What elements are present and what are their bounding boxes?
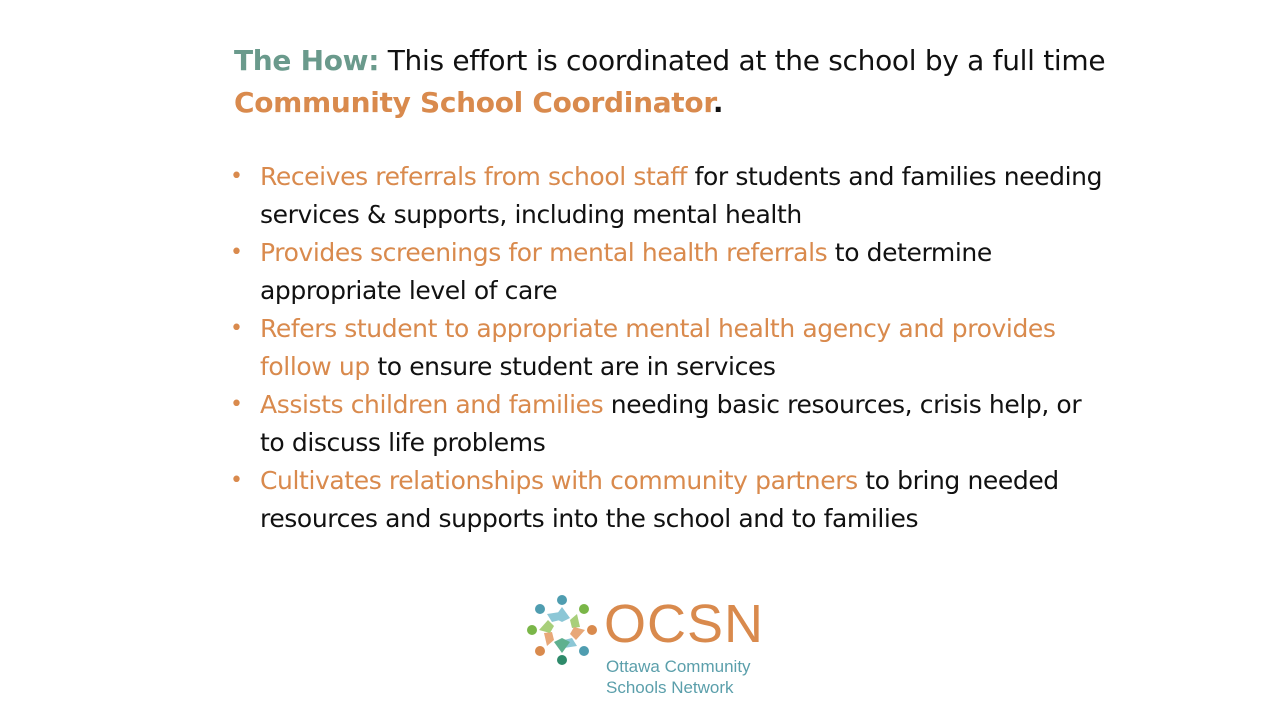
list-item [224,234,1104,310]
responsibilities-list [224,158,1104,538]
item-text: for students and families needing services & supports, including mental health [260,162,1103,229]
item-highlight: Assists children and families [260,390,604,419]
logo-abbreviation: OCSN [604,594,765,654]
item-highlight: Provides screenings for mental health referrals [260,238,828,267]
slide-heading [234,40,1114,124]
item-text: to ensure student are in services [369,352,776,381]
ocsn-logo [524,592,764,704]
heading-label: The How: [234,44,380,77]
ocsn-emblem-icon [524,592,600,668]
heading-role: Community School Coordinator [234,86,713,119]
logo-full-name [606,656,776,698]
item-text: to bring needed resources and supports into the school and to families [260,466,1059,533]
bullet-dot-icon: • [230,392,243,417]
logo-name-line-1: Ottawa Community [606,657,751,676]
list-item [224,158,1104,234]
heading-period: . [712,86,724,119]
list-item [224,462,1104,538]
item-highlight: Refers student to appropriate mental health agency and provides follow up [260,314,1056,381]
item-text: to determine appropriate level of care [260,238,992,305]
heading-text: This effort is coordinated at the school by a full time [379,44,1106,77]
bullet-dot-icon: • [230,164,243,189]
item-text: needing basic resources, crisis help, or to discuss life problems [260,390,1082,457]
logo-name-line-2: Schools Network [606,678,734,697]
bullet-dot-icon: • [230,468,243,493]
item-highlight: Receives referrals from school staff [260,162,688,191]
bullet-dot-icon: • [230,240,243,265]
list-item [224,386,1104,462]
bullet-dot-icon: • [230,316,243,341]
list-item [224,310,1104,386]
item-highlight: Cultivates relationships with community partners [260,466,858,495]
